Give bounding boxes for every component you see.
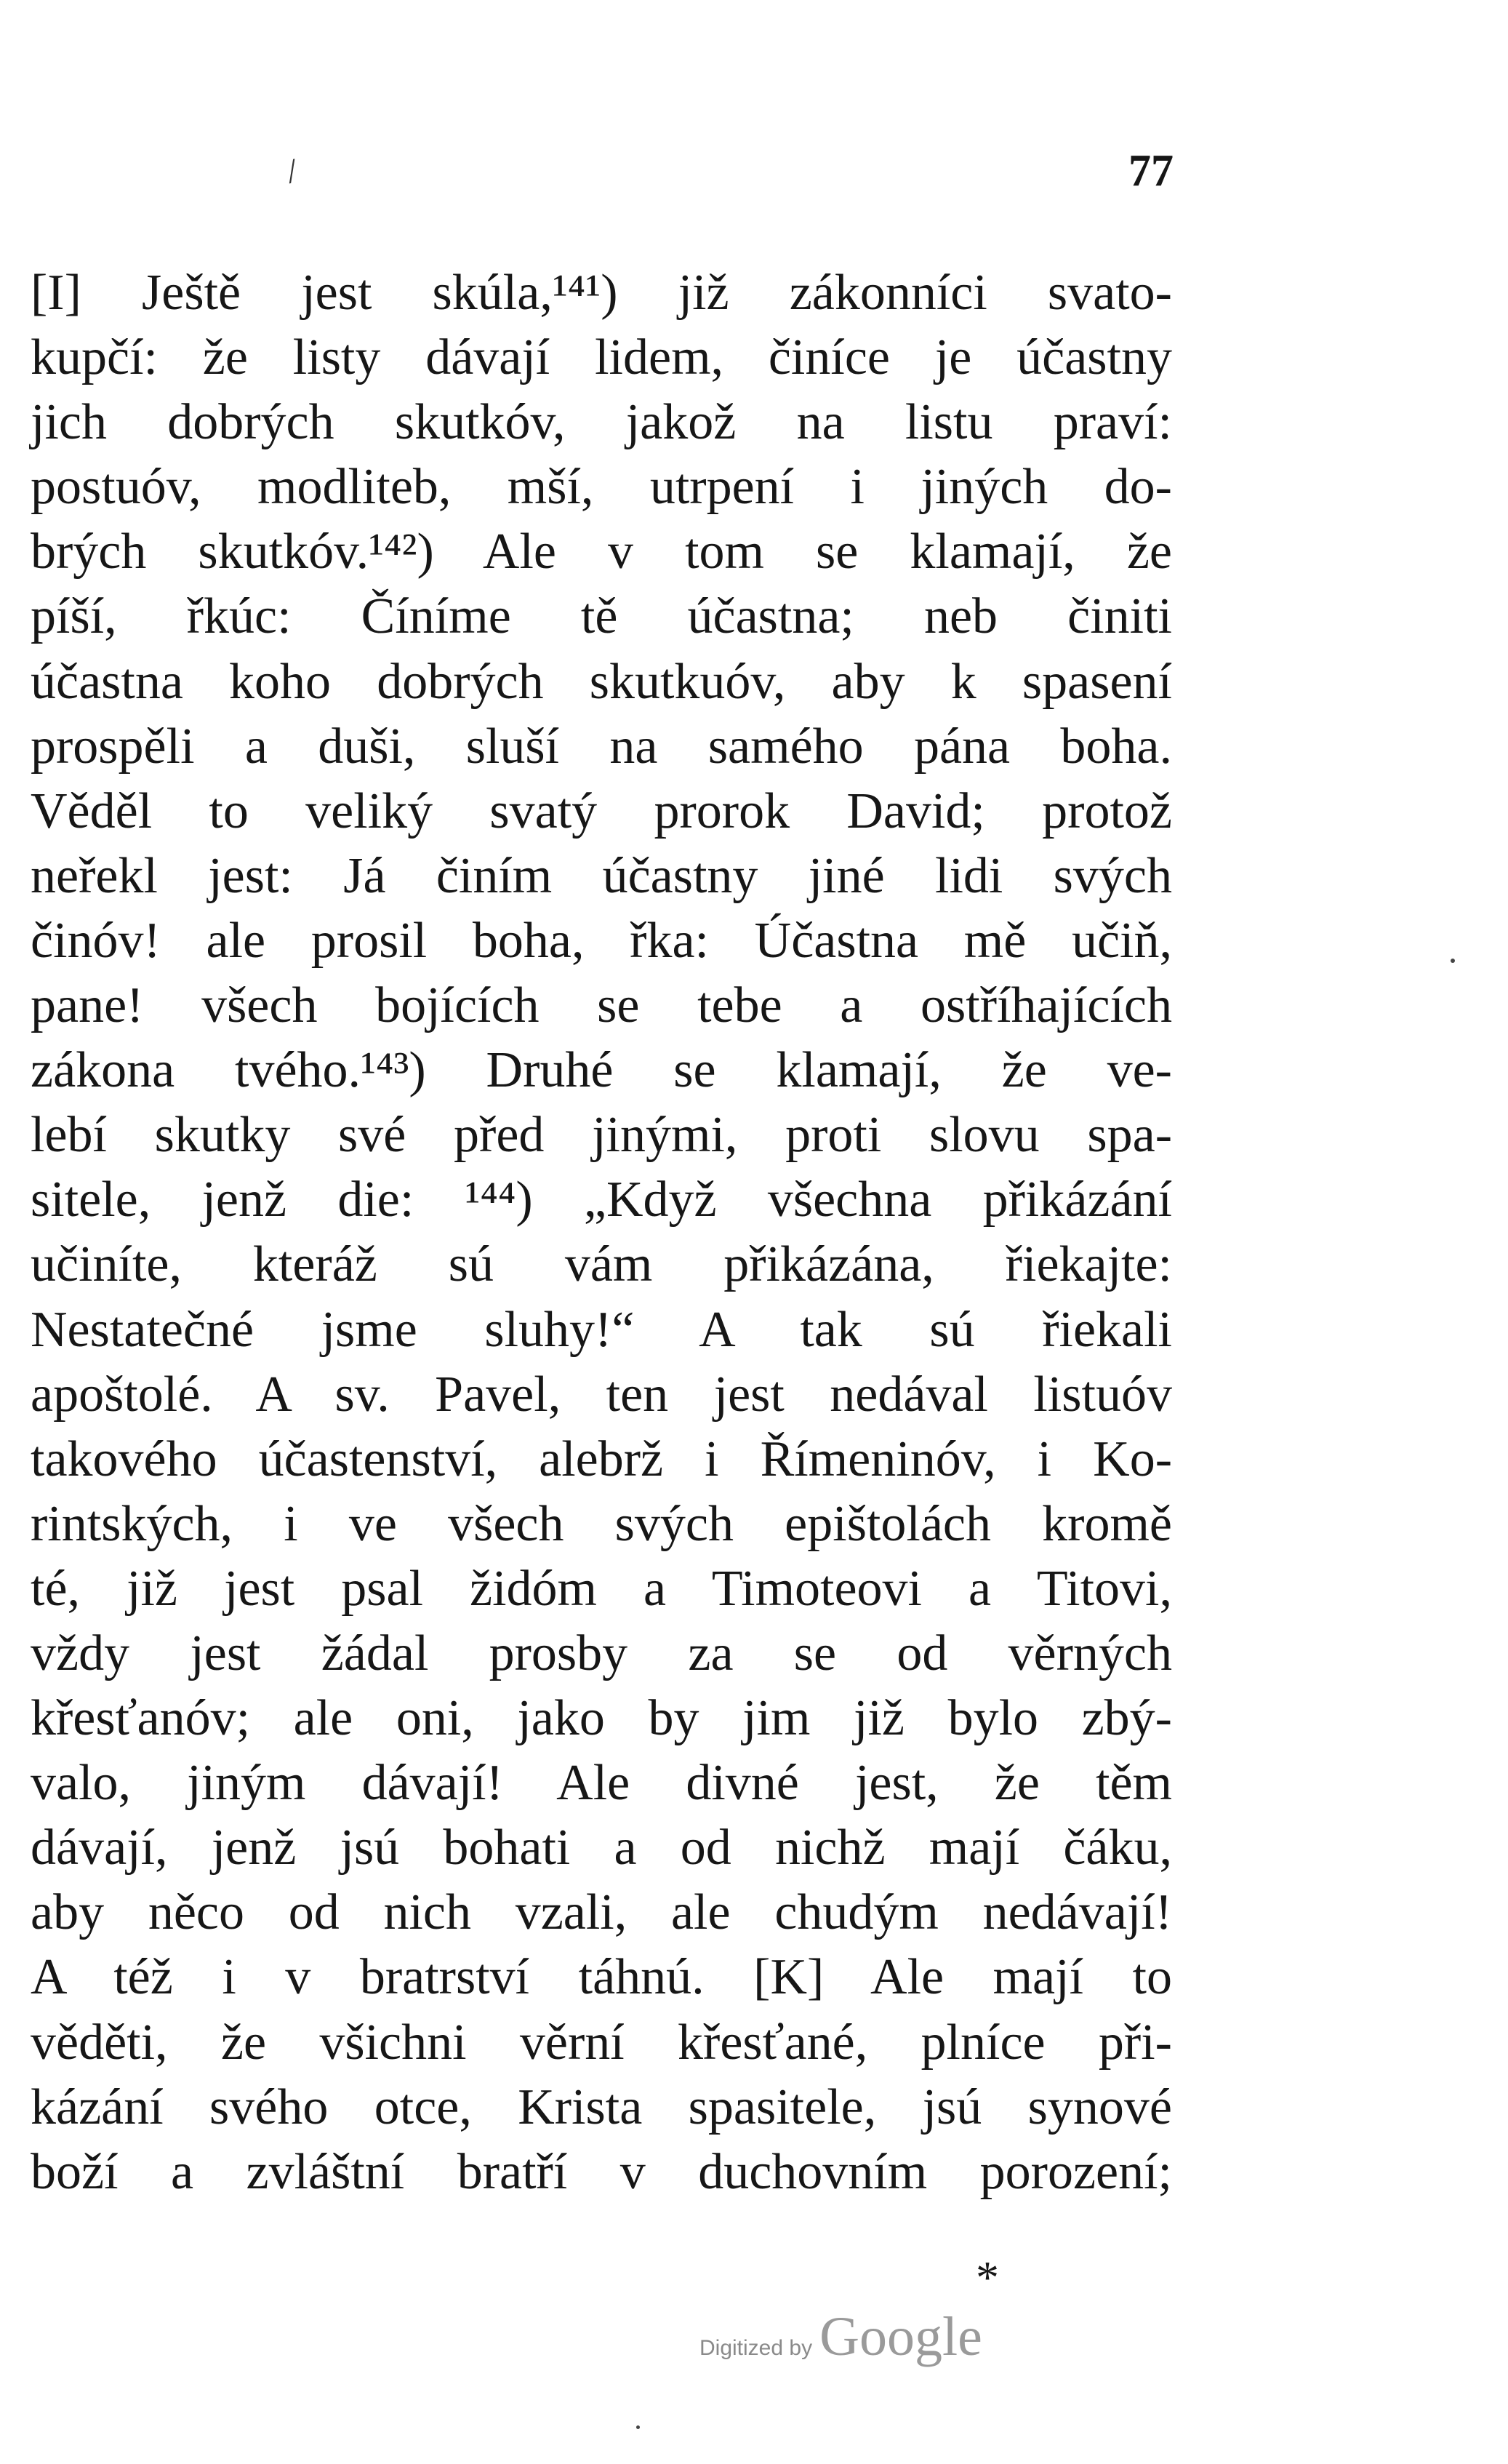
scan-speck: [636, 2425, 640, 2429]
text-line: křesťanóv; ale oni, jako by jim již bylo zbý-: [31, 1690, 1172, 1747]
text-line: rintských, i ve všech svých epištolách kromě: [31, 1495, 1172, 1552]
text-line: činóv! ale prosil boha, řka: Účastna mě učiň,: [31, 912, 1172, 969]
text-line: neřekl jest: Já činím účastny jiné lidi svých: [31, 847, 1172, 904]
text-line: valo, jiným dávají! Ale divné jest, že těm: [31, 1755, 1172, 1812]
scan-speck: [1451, 959, 1455, 963]
google-watermark: [699, 2305, 982, 2369]
text-line: věděti, že všichni věrní křesťané, plníce při-: [31, 2014, 1172, 2071]
text-line: A též i v bratrství táhnú. [K] Ale mají to: [31, 1949, 1172, 2006]
text-line: Věděl to veliký svatý prorok David; protož: [31, 783, 1172, 839]
text-line: účastna koho dobrých skutkuóv, aby k spasení: [31, 653, 1172, 710]
google-logo: Google: [819, 2306, 982, 2367]
text-line: učiníte, kteráž sú vám přikázána, řiekajte:: [31, 1236, 1172, 1293]
text-line: lebí skutky své před jinými, proti slovu spa-: [31, 1107, 1172, 1164]
text-line: apoštolé. A sv. Pavel, ten jest nedával listuóv: [31, 1366, 1172, 1423]
text-line: píší, řkúc: Číníme tě účastna; neb činiti: [31, 588, 1172, 645]
text-line: prospěli a duši, sluší na samého pána boha.: [31, 718, 1172, 775]
page-number: 77: [1128, 146, 1174, 196]
text-line: aby něco od nich vzali, ale chudým nedávají!: [31, 1884, 1172, 1941]
text-line: Nestatečné jsme sluhy!“ A tak sú řiekali: [31, 1301, 1172, 1358]
text-line: takového účastenství, alebrž i Římeninóv, i Ko-: [31, 1431, 1172, 1487]
text-line: brých skutkóv.¹⁴²) Ale v tom se klamají, že: [31, 524, 1172, 580]
text-line: [I] Ještě jest skúla,¹⁴¹) již zákonníci svato-: [31, 265, 1172, 321]
text-line: postuóv, modliteb, mší, utrpení i jiných do-: [31, 459, 1172, 516]
text-line: té, již jest psal židóm a Timoteovi a Titovi,: [31, 1560, 1172, 1617]
text-line: boží a zvláštní bratří v duchovním porození;: [31, 2143, 1172, 2200]
text-line: zákona tvého.¹⁴³) Druhé se klamají, že ve-: [31, 1042, 1172, 1099]
text-line: kupčí: že listy dávají lidem, činíce je účastny: [31, 329, 1172, 386]
text-line: sitele, jenž die: ¹⁴⁴) „Když všechna přikázání: [31, 1172, 1172, 1228]
signature-mark: *: [976, 2252, 999, 2303]
watermark-prefix: Digitized by: [699, 2336, 813, 2360]
text-line: jich dobrých skutkóv, jakož na listu praví:: [31, 394, 1172, 451]
stray-pen-mark: /: [284, 151, 300, 191]
text-line: dávají, jenž jsú bohati a od nichž mají čáku,: [31, 1820, 1172, 1876]
text-line: vždy jest žádal prosby za se od věrných: [31, 1625, 1172, 1681]
text-line: kázání svého otce, Krista spasitele, jsú synové: [31, 2079, 1172, 2135]
body-text: [31, 260, 1172, 2204]
text-line: pane! všech bojících se tebe a ostříhajících: [31, 977, 1172, 1034]
